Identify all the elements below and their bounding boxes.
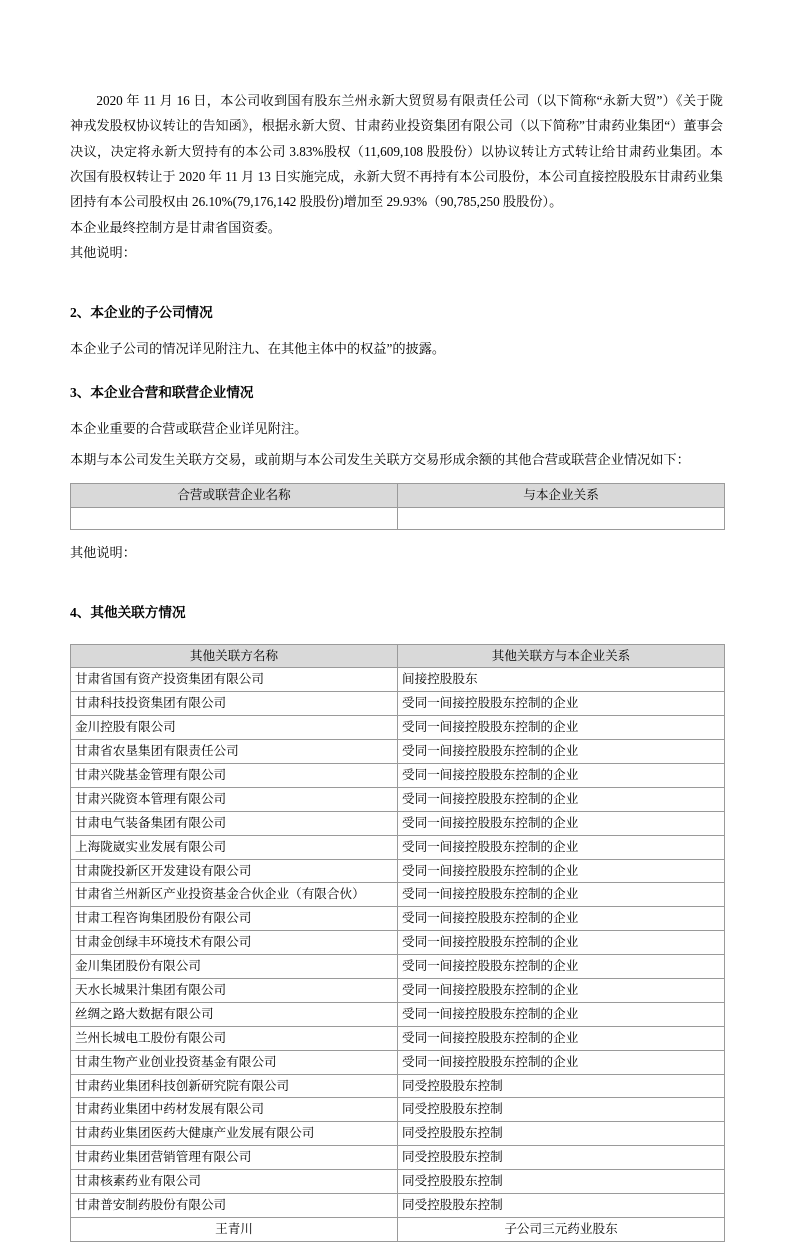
table-row xyxy=(71,811,725,835)
table-row xyxy=(71,1050,725,1074)
cell-related-party-relation: 受同一间接控股股东控制的企业 xyxy=(398,1002,725,1026)
section-3-text-1: 本企业重要的合营或联营企业详见附注。 xyxy=(70,420,308,436)
cell-related-party-relation: 受同一间接控股股东控制的企业 xyxy=(398,859,725,883)
cell-related-party-relation: 受同一间接控股股东控制的企业 xyxy=(398,692,725,716)
cell-related-party-name: 金川集团股份有限公司 xyxy=(71,955,398,979)
cell-related-party-relation: 受同一间接控股股东控制的企业 xyxy=(398,811,725,835)
heading-section-3: 3、本企业合营和联营企业情况 xyxy=(70,384,254,400)
cell-related-party-name: 甘肃科技投资集团有限公司 xyxy=(71,692,398,716)
cell-related-party-name: 甘肃药业集团医药大健康产业发展有限公司 xyxy=(71,1122,398,1146)
table-row xyxy=(71,507,725,529)
cell-related-party-relation: 受同一间接控股股东控制的企业 xyxy=(398,978,725,1002)
cell-related-party-relation: 受同一间接控股股东控制的企业 xyxy=(398,1026,725,1050)
cell-jv-name xyxy=(71,507,398,529)
paragraph-stock-transfer: 2020 年 11 月 16 日，本公司收到国有股东兰州永新大贸贸易有限责任公司（以下简称“永新大贸”）《关于陇神戎发股权协议转让的告知函》，根据永新大贸、甘肃药业投资集团有限公司（以下简称”甘肃药业集团“）董事会决议，决定将永新大贸持有的本公司 3.83%股权（11,609,108 股股份）以协议转让方式转让给甘肃药业集团。本次国有股权转让于 2020 年 11 月 13 日实施完成，永新大贸不再持有本公司股份，本公司直接控股股东甘肃药业集团持有本公司股权由 26.10%(79,176,142 股股份)增加至 29.93%（90,785,250 股股份）。 xyxy=(70,93,723,210)
cell-related-party-name: 甘肃电气装备集团有限公司 xyxy=(71,811,398,835)
cell-related-party-name: 甘肃省农垦集团有限责任公司 xyxy=(71,740,398,764)
heading-section-4: 4、其他关联方情况 xyxy=(70,604,186,620)
related-party-table-head xyxy=(71,644,725,668)
table-row xyxy=(71,883,725,907)
table-header-row xyxy=(71,484,725,508)
cell-related-party-name: 甘肃药业集团科技创新研究院有限公司 xyxy=(71,1074,398,1098)
table-row xyxy=(71,1217,725,1241)
cell-related-party-name: 甘肃省国有资产投资集团有限公司 xyxy=(71,668,398,692)
paragraph-other-note: 其他说明： xyxy=(70,245,136,261)
cell-related-party-relation: 受同一间接控股股东控制的企业 xyxy=(398,787,725,811)
cell-related-party-name: 甘肃普安制药股份有限公司 xyxy=(71,1193,398,1217)
cell-related-party-name: 天水长城果汁集团有限公司 xyxy=(71,978,398,1002)
cell-related-party-relation: 受同一间接控股股东控制的企业 xyxy=(398,931,725,955)
cell-jv-relation xyxy=(398,507,725,529)
heading-section-2: 2、本企业的子公司情况 xyxy=(70,305,213,321)
table-row xyxy=(71,1146,725,1170)
section-2-text: 本企业子公司的情况详见附注九、在其他主体中的权益”的披露。 xyxy=(70,341,446,357)
cell-related-party-name: 甘肃工程咨询集团股份有限公司 xyxy=(71,907,398,931)
joint-venture-table xyxy=(70,483,725,530)
cell-related-party-relation: 受同一间接控股股东控制的企业 xyxy=(398,716,725,740)
table-row xyxy=(71,859,725,883)
table-row xyxy=(71,1170,725,1194)
table-row xyxy=(71,978,725,1002)
table-row xyxy=(71,907,725,931)
cell-related-party-relation: 受同一间接控股股东控制的企业 xyxy=(398,763,725,787)
cell-related-party-relation: 同受控股股东控制 xyxy=(398,1122,725,1146)
table-row xyxy=(71,763,725,787)
cell-related-party-relation: 同受控股股东控制 xyxy=(398,1193,725,1217)
cell-related-party-name: 甘肃核素药业有限公司 xyxy=(71,1170,398,1194)
cell-related-party-relation: 同受控股股东控制 xyxy=(398,1146,725,1170)
cell-related-party-name: 甘肃金创绿丰环境技术有限公司 xyxy=(71,931,398,955)
table-row xyxy=(71,1122,725,1146)
joint-venture-table-head xyxy=(71,484,725,508)
table-row xyxy=(71,955,725,979)
col-header-jv-name: 合营或联营企业名称 xyxy=(71,484,398,508)
cell-related-party-name: 甘肃陇投新区开发建设有限公司 xyxy=(71,859,398,883)
cell-related-party-name: 甘肃兴陇资本管理有限公司 xyxy=(71,787,398,811)
cell-related-party-relation: 同受控股股东控制 xyxy=(398,1098,725,1122)
section-3-note: 其他说明： xyxy=(70,544,136,560)
related-party-table xyxy=(70,644,725,1242)
table-row xyxy=(71,835,725,859)
cell-related-party-relation: 受同一间接控股股东控制的企业 xyxy=(398,883,725,907)
col-header-jv-relation: 与本企业关系 xyxy=(398,484,725,508)
col-header-rp-relation: 其他关联方与本企业关系 xyxy=(398,644,725,668)
cell-related-party-relation: 受同一间接控股股东控制的企业 xyxy=(398,740,725,764)
cell-related-party-relation: 受同一间接控股股东控制的企业 xyxy=(398,955,725,979)
table-row xyxy=(71,1002,725,1026)
cell-related-party-name: 甘肃省兰州新区产业投资基金合伙企业（有限合伙） xyxy=(71,883,398,907)
table-row xyxy=(71,1193,725,1217)
section-3-text-2: 本期与本公司发生关联方交易，或前期与本公司发生关联方交易形成余额的其他合营或联营企业情况如下： xyxy=(70,452,690,468)
cell-related-party-relation: 受同一间接控股股东控制的企业 xyxy=(398,835,725,859)
cell-related-party-name: 兰州长城电工股份有限公司 xyxy=(71,1026,398,1050)
table-row xyxy=(71,1074,725,1098)
cell-related-party-name: 甘肃药业集团中药材发展有限公司 xyxy=(71,1098,398,1122)
table-row xyxy=(71,668,725,692)
cell-related-party-name: 上海陇崴实业发展有限公司 xyxy=(71,835,398,859)
table-row xyxy=(71,740,725,764)
cell-related-party-name: 王青川 xyxy=(71,1217,398,1241)
cell-related-party-relation: 同受控股股东控制 xyxy=(398,1074,725,1098)
related-party-table-wrapper xyxy=(70,644,725,1242)
col-header-rp-name: 其他关联方名称 xyxy=(71,644,398,668)
cell-related-party-name: 甘肃药业集团营销管理有限公司 xyxy=(71,1146,398,1170)
cell-related-party-name: 金川控股有限公司 xyxy=(71,716,398,740)
cell-related-party-name: 甘肃生物产业创业投资基金有限公司 xyxy=(71,1050,398,1074)
table-row xyxy=(71,787,725,811)
cell-related-party-relation: 间接控股股东 xyxy=(398,668,725,692)
related-party-table-body xyxy=(71,668,725,1241)
table-row xyxy=(71,931,725,955)
cell-related-party-relation: 子公司三元药业股东 xyxy=(398,1217,725,1241)
cell-related-party-relation: 受同一间接控股股东控制的企业 xyxy=(398,907,725,931)
table-row xyxy=(71,692,725,716)
table-row xyxy=(71,716,725,740)
cell-related-party-relation: 同受控股股东控制 xyxy=(398,1170,725,1194)
cell-related-party-relation: 受同一间接控股股东控制的企业 xyxy=(398,1050,725,1074)
table-row xyxy=(71,1026,725,1050)
cell-related-party-name: 丝绸之路大数据有限公司 xyxy=(71,1002,398,1026)
paragraph-final-controller: 本企业最终控制方是甘肃省国资委。 xyxy=(70,219,281,235)
cell-related-party-name: 甘肃兴陇基金管理有限公司 xyxy=(71,763,398,787)
table-header-row xyxy=(71,644,725,668)
joint-venture-table-body xyxy=(71,507,725,529)
joint-venture-table-wrapper xyxy=(70,483,725,530)
table-row xyxy=(71,1098,725,1122)
